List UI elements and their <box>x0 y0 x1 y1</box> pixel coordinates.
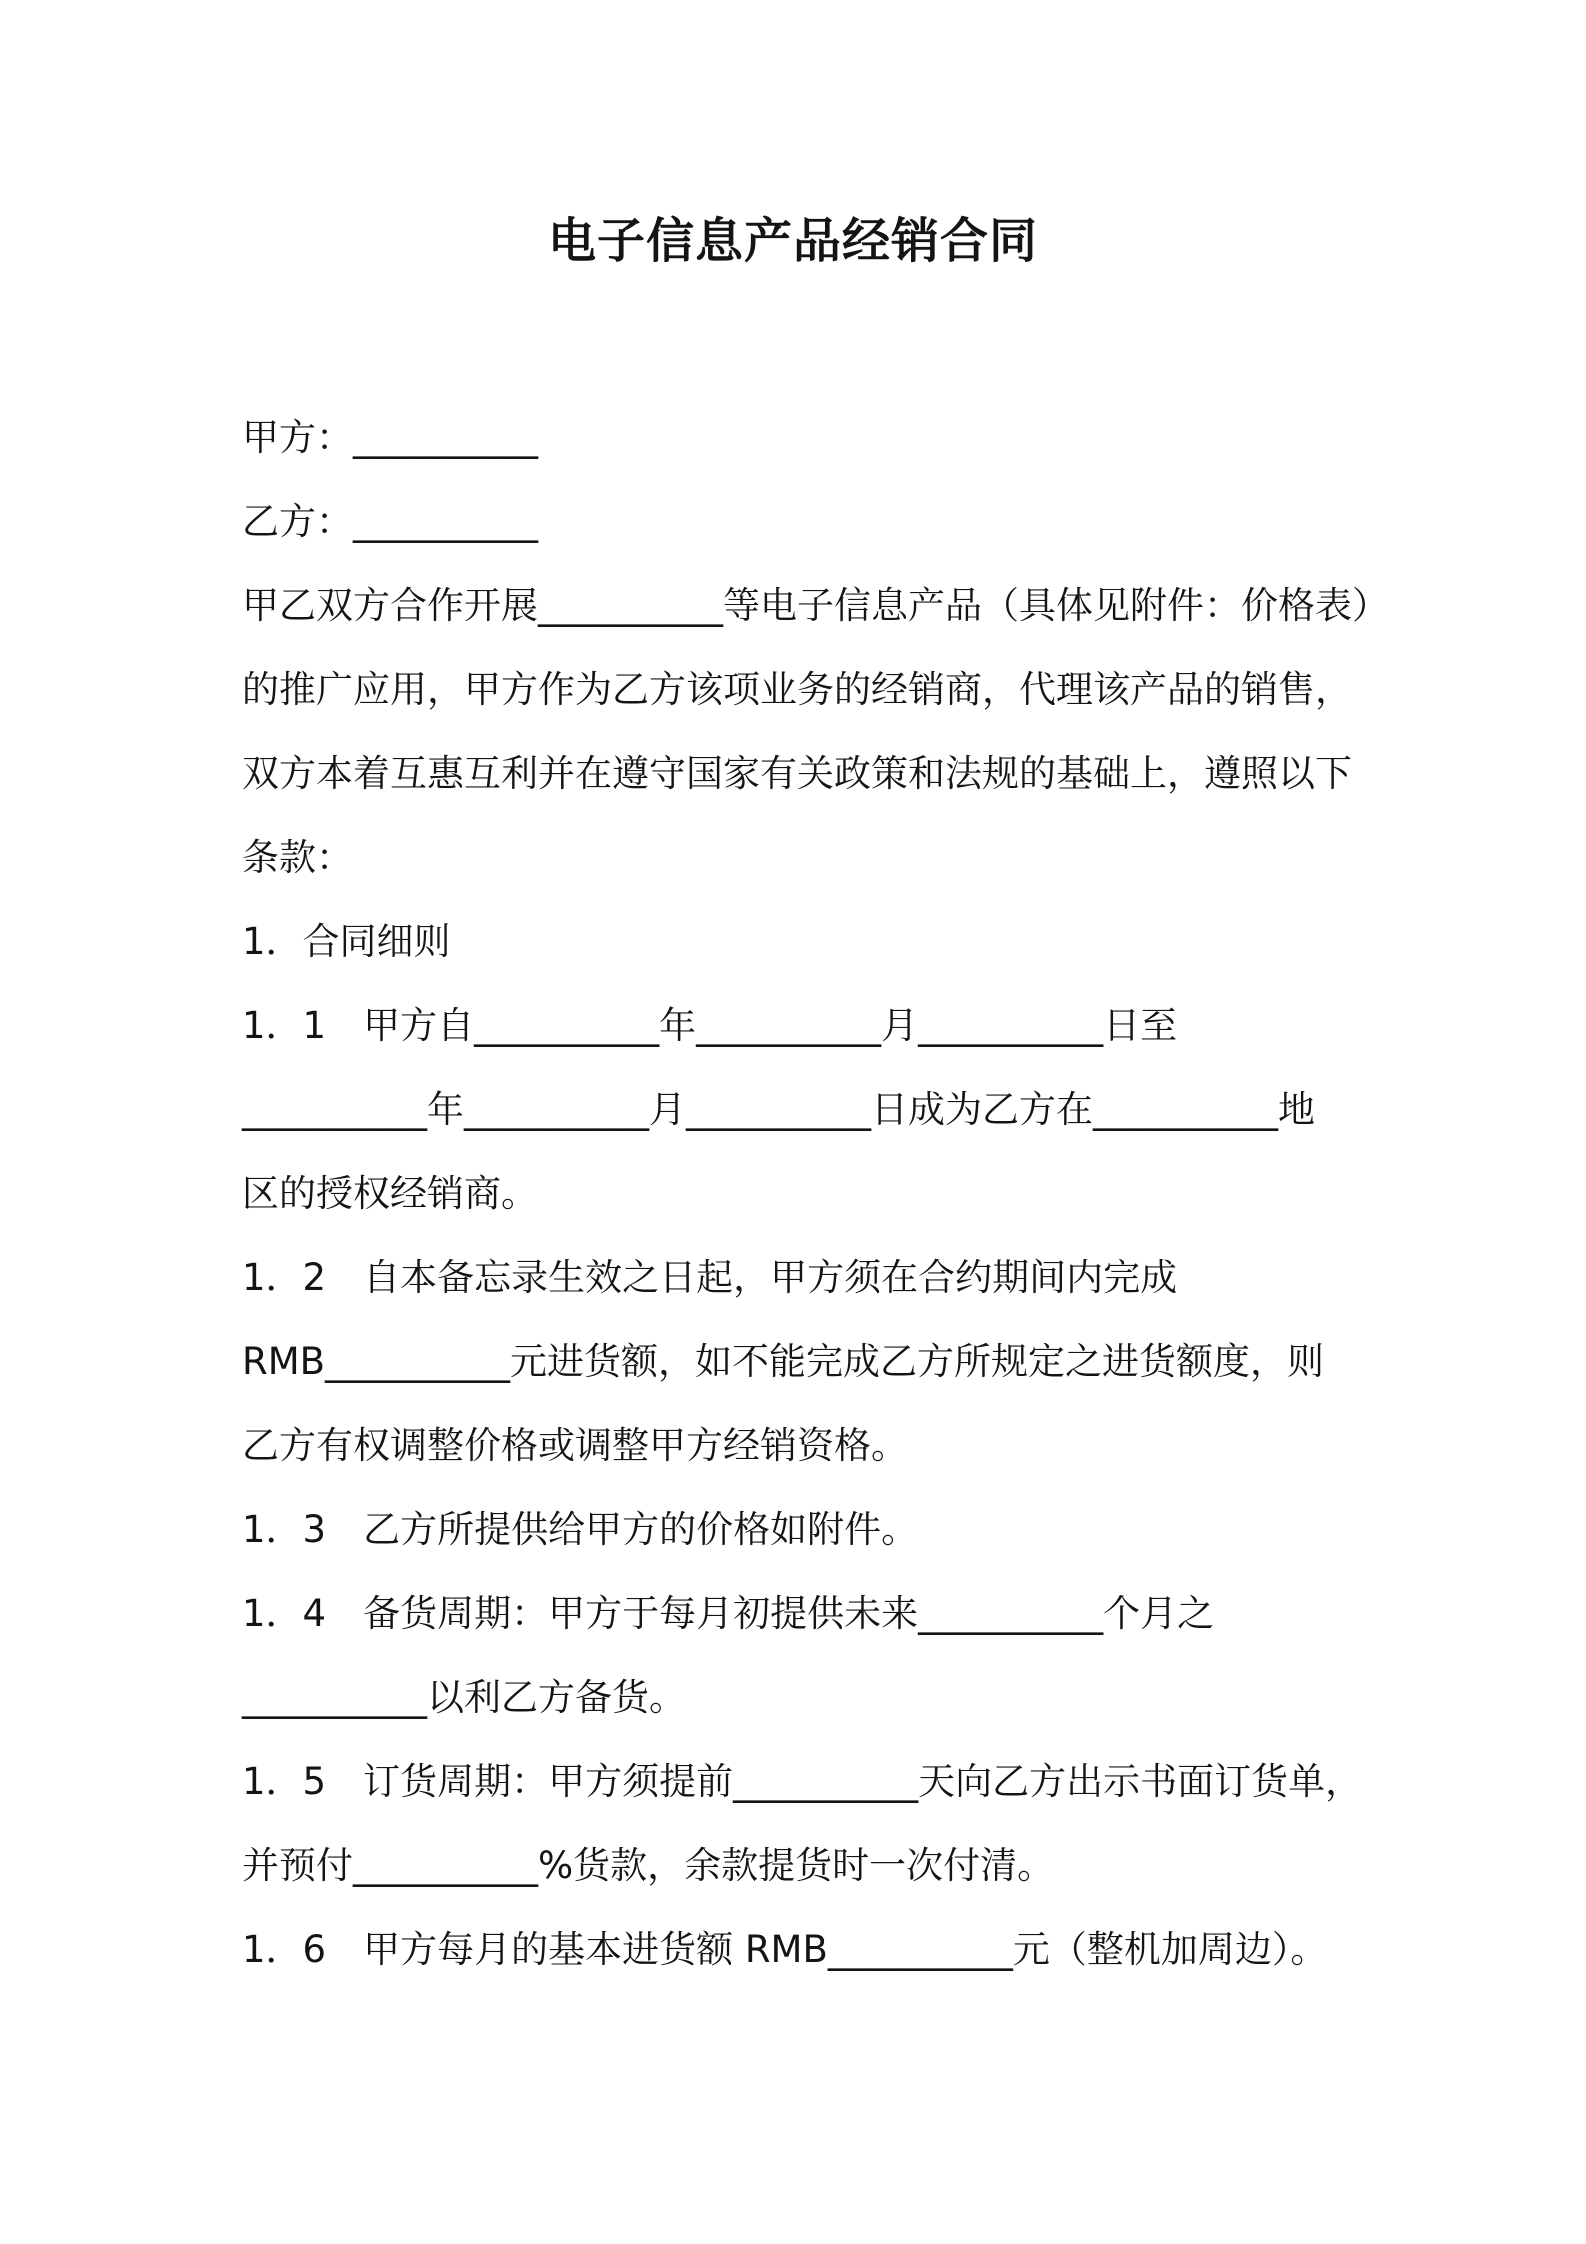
clause-1-3-line-1: 1．3 乙方所提供给甲方的价格如附件。 <box>242 1508 919 1551</box>
preamble-line-2: 的推广应用，甲方作为乙方该项业务的经销商，代理该产品的销售， <box>242 668 1352 711</box>
document-title: 电子信息产品经销合同 <box>547 213 1038 269</box>
clause-1-5-line-2: 并预付__________%货款，余款提货时一次付清。 <box>242 1844 1055 1887</box>
party-a-line: 甲方：__________ <box>242 416 538 459</box>
preamble-line-1: 甲乙双方合作开展__________等电子信息产品（具体见附件：价格表） <box>242 584 1389 627</box>
clause-1-4-line-2: __________以利乙方备货。 <box>242 1676 686 1719</box>
clause-1-1-line-1: 1．1 甲方自__________年__________月__________日至 <box>242 1004 1178 1047</box>
clause-1-1-line-2: __________年__________月__________日成为乙方在__________地 <box>242 1088 1315 1131</box>
clause-1-2-line-1: 1．2 自本备忘录生效之日起，甲方须在合约期间内完成 <box>242 1256 1178 1299</box>
clause-1-5-line-1: 1．5 订货周期：甲方须提前__________天向乙方出示书面订货单， <box>242 1760 1363 1803</box>
clause-1-4-line-1: 1．4 备货周期：甲方于每月初提供未来__________个月之 <box>242 1592 1215 1635</box>
clause-1-2-line-2: RMB__________元进货额，如不能完成乙方所规定之进货额度，则 <box>242 1340 1325 1383</box>
clause-1-2-line-3: 乙方有权调整价格或调整甲方经销资格。 <box>242 1424 908 1467</box>
party-b-line: 乙方：__________ <box>242 500 538 543</box>
section-heading-1: 1．合同细则 <box>242 920 451 963</box>
clause-1-1-line-3: 区的授权经销商。 <box>242 1172 538 1215</box>
preamble-line-3: 双方本着互惠互利并在遵守国家有关政策和法规的基础上，遵照以下 <box>242 752 1352 795</box>
preamble-line-4: 条款： <box>242 836 353 879</box>
clause-1-6-line-1: 1．6 甲方每月的基本进货额 RMB__________元（整机加周边）。 <box>242 1928 1328 1971</box>
